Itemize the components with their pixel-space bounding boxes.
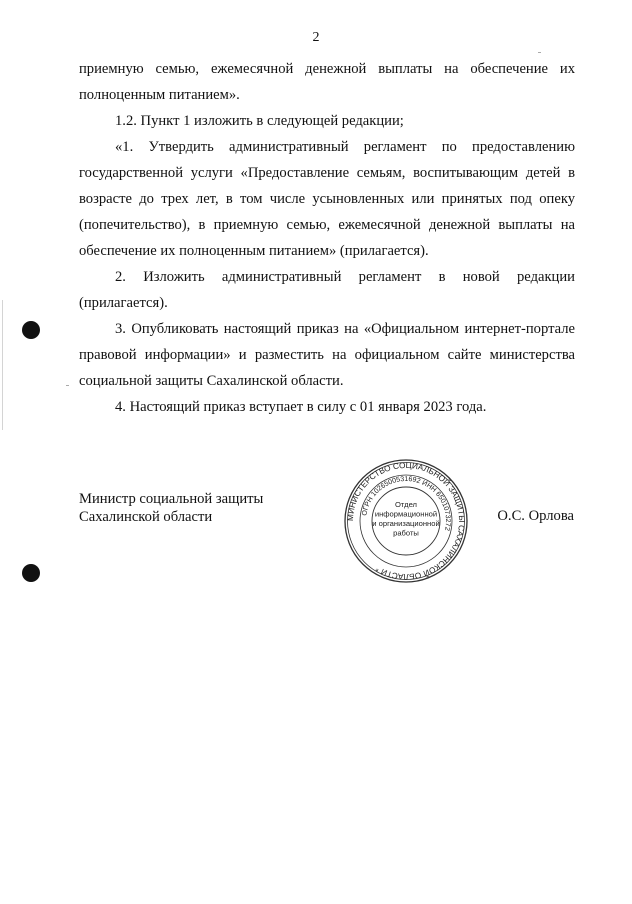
stamp-center-line-4: работы [393,528,419,538]
paragraph-clause-1-2: 1.2. Пункт 1 изложить в следующей редакции; [115,113,404,129]
signatory-name: О.С. Орлова [497,508,574,524]
scan-speck [538,52,541,53]
scan-speck [66,385,69,386]
scan-edge-mark [2,300,3,430]
stamp-inner-ring-text: ОГРН 1026500531692 ИНН 6501073272 [361,475,452,532]
signatory-region: Сахалинской области [79,509,213,525]
paragraph-item-3: 3. Опубликовать настоящий приказ на «Официальном интернет-портале правовой информации» и разместить на официальном сайте министерства социальной защиты Сахалинской области. [79,321,575,389]
stamp-center-line-1: Отдел [395,500,417,509]
signatory-position: Министр социальной защиты [79,491,264,507]
binder-hole-mark [22,321,40,339]
binder-hole-mark [22,564,40,582]
stamp-center-line-2: информационной [374,509,438,519]
stamp-center-line-3: и организационной [372,519,440,528]
paragraph-item-2: 2. Изложить административный регламент в новой редакции (прилагается). [79,269,575,311]
paragraph-continuation: приемную семью, ежемесячной денежной выплаты на обеспечение их полноценным питанием». [79,61,575,103]
official-stamp [343,458,469,584]
signature-block [79,490,263,526]
stamp-ring-text: МИНИСТЕРСТВО СОЦИАЛЬНОЙ ЗАЩИТЫ САХАЛИНСКОЙ ОБЛАСТИ * [345,460,467,582]
page-number: 2 [312,30,320,45]
document-body [79,56,575,420]
paragraph-item-1: «1. Утвердить административный регламент по предоставлению государственной услуги «Предоставление семьям, воспитывающим детей в возрасте до трех лет, в том числе усыновленных или принятых под опеку (попечительство), в приемную семью, ежемесячной денежной выплаты на обеспечение их полноценным питанием» (прилагается). [79,139,575,259]
paragraph-item-4: 4. Настоящий приказ вступает в силу с 01 января 2023 года. [115,399,487,415]
